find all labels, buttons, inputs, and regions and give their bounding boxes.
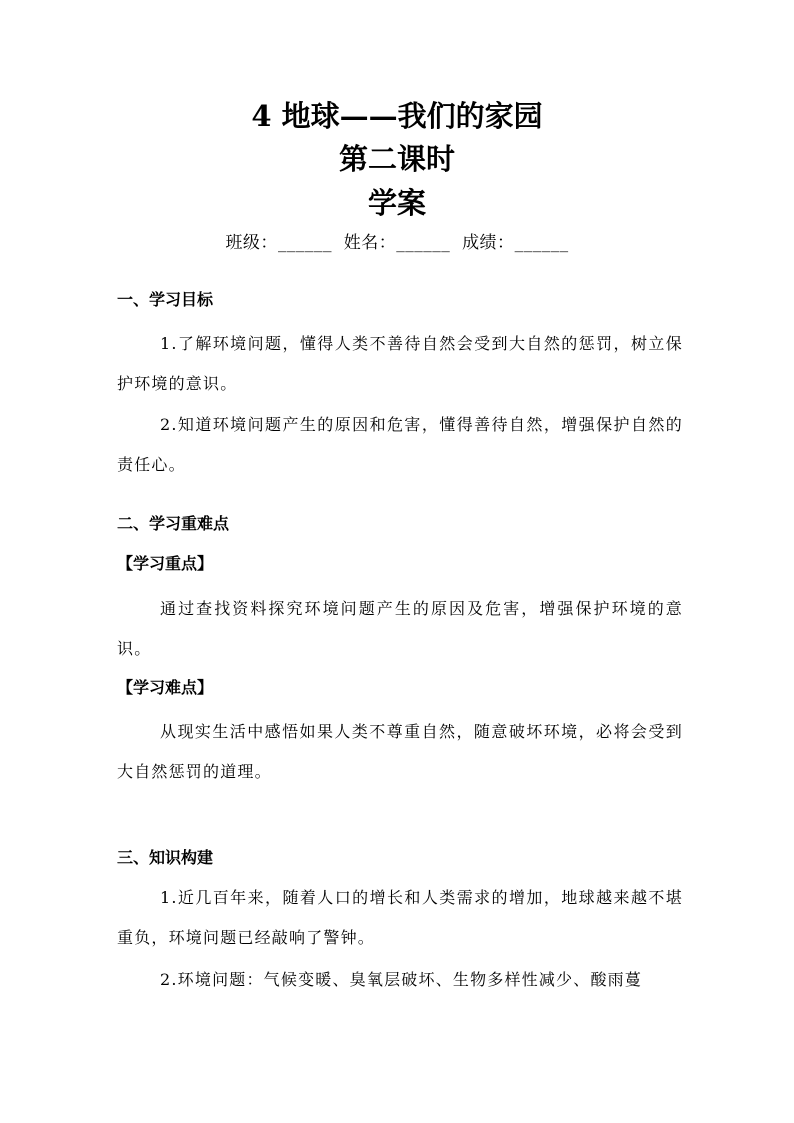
knowledge-item-1: 1.近几百年来，随着人口的增长和人类需求的增加，地球越来越不堪重负，环境问题已经敲响了警钟。 <box>117 888 683 947</box>
lesson-subtitle: 第二课时 <box>338 142 455 176</box>
key-point-label: 【学习重点】 <box>117 554 214 573</box>
class-label: 班级： <box>225 233 278 253</box>
key-point-text: 通过查找资料探究环境问题产生的原因及危害，增强保护环境的意识。 <box>117 599 683 658</box>
doc-type-title: 学案 <box>367 186 426 220</box>
section-heading-objectives: 一、学习目标 <box>117 290 214 309</box>
class-blank: ______ <box>277 233 332 253</box>
document-title: 4 地球——我们的家园 <box>251 99 543 133</box>
difficulty-label: 【学习难点】 <box>117 678 214 697</box>
knowledge-item-2: 2.环境问题：气候变暖、臭氧层破坏、生物多样性减少、酸雨蔓 <box>160 970 643 989</box>
section-heading-knowledge: 三、知识构建 <box>117 848 214 867</box>
student-info-line <box>0 229 794 257</box>
objective-item-1: 1.了解环境问题，懂得人类不善待自然会受到大自然的惩罚，树立保护环境的意识。 <box>117 334 683 393</box>
name-label: 姓名： <box>343 233 397 253</box>
name-blank: ______ <box>396 233 451 253</box>
score-label: 成绩： <box>462 233 515 253</box>
difficulty-text: 从现实生活中感悟如果人类不尊重自然，随意破坏环境，必将会受到大自然惩罚的道理。 <box>117 722 683 781</box>
objective-item-2: 2.知道环境问题产生的原因和危害，懂得善待自然，增强保护自然的责任心。 <box>117 415 683 474</box>
section-heading-key-difficult: 二、学习重难点 <box>117 514 230 533</box>
score-blank: ______ <box>514 233 569 253</box>
